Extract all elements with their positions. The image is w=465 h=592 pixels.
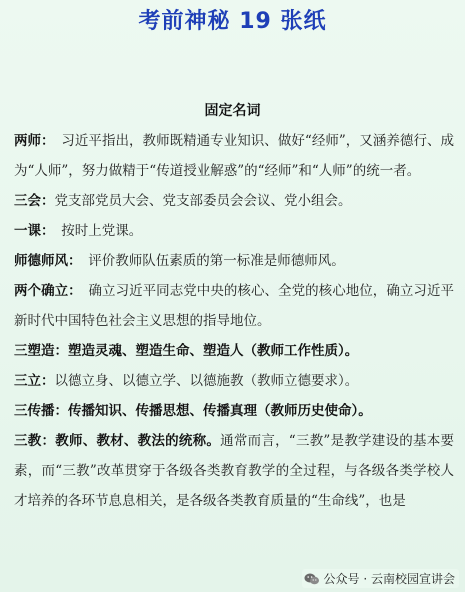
term-label: 三立： [14,373,55,389]
term-label: 三传播：传播知识、传播思想、传播真理（教师历史使命）。 [14,403,372,419]
term-label: 三塑造：塑造灵魂、塑造生命、塑造人（教师工作性质）。 [14,343,359,359]
term-label: 两个确立： [14,283,75,299]
term-definition: 习近平指出，教师既精通专业知识、做好“经师”，又涵养德行、成为“人师”，努力做精于“传道授业解惑”的“经师”和“人师”的统一者。 [14,133,454,179]
section-title: 固定名词 [204,103,261,119]
document-title: 考前神秘 19 张纸 [138,9,327,34]
watermark-text: 公众号 · 云南校园宣讲会 [323,572,455,586]
term-entry [14,186,454,216]
term-label: 三教：教师、教材、教法的统称。 [14,433,221,449]
term-definition: 通常而言，“三教”是教学建设的基本要素，而“三教”改革贯穿于各级各类教育教学的全过程，与各级各类学校人才培养的各环节息息相关，是各级各类教育质量的“生命线”，也是 [14,433,454,509]
term-entry [14,426,454,516]
term-label: 一课： [14,223,48,239]
term-definition: 评价教师队伍素质的第一标准是师德师风。 [74,253,345,269]
wechat-icon [304,572,320,586]
watermark [302,569,459,588]
term-definition: 按时上党课。 [47,223,143,239]
term-entry [14,276,454,336]
term-entry [14,246,454,276]
term-label: 两师： [14,133,48,149]
term-definition: 以德立身、以德立学、以德施教（教师立德要求）。 [54,373,359,389]
term-definition: 党支部党员大会、党支部委员会会议、党小组会。 [54,193,352,209]
term-entry [14,396,454,426]
term-entry [14,366,454,396]
term-label: 三会： [14,193,55,209]
term-entry [14,126,454,186]
terms-list [14,126,454,516]
term-definition: 确立习近平同志党中央的核心、全党的核心地位，确立习近平新时代中国特色社会主义思想的指导地位。 [14,283,455,329]
term-entry [14,336,454,366]
term-label: 师德师风： [14,253,75,269]
term-entry [14,216,454,246]
